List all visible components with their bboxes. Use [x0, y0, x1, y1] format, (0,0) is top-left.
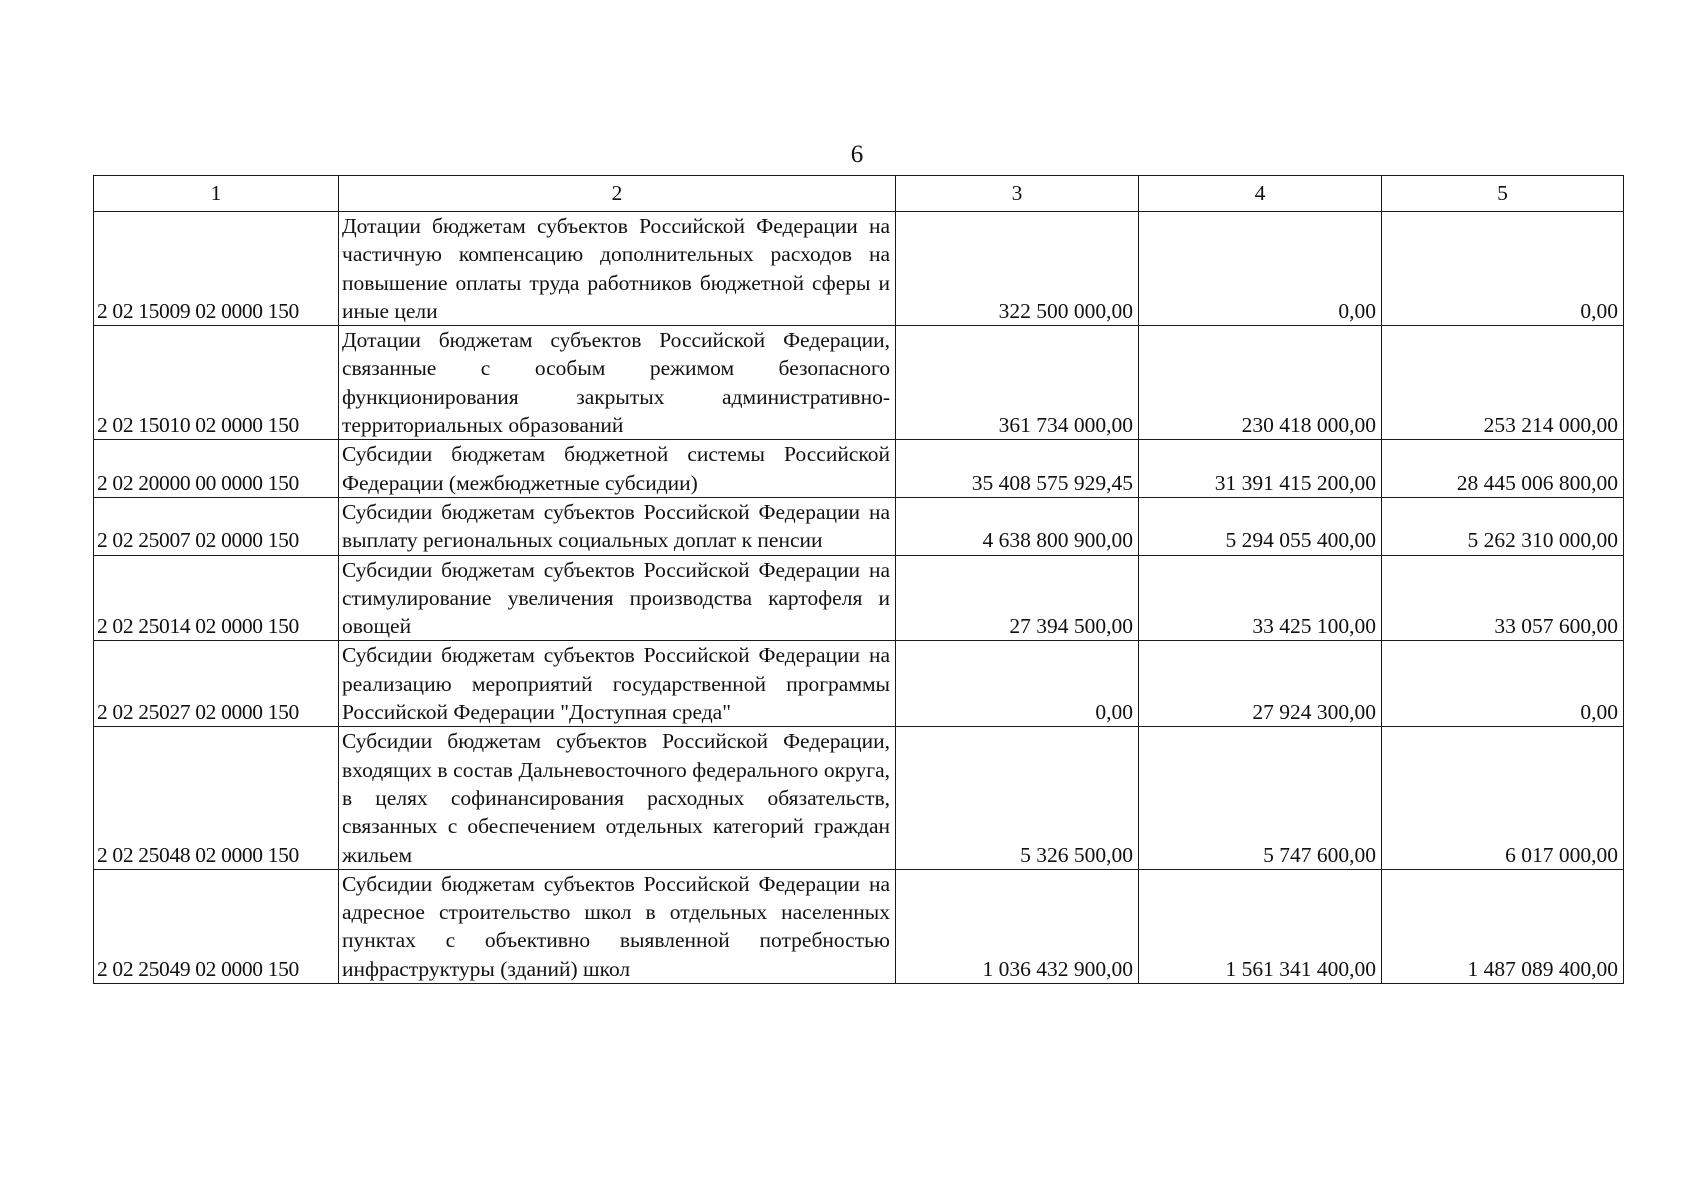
amount-col-3: 4 638 800 900,00: [896, 497, 1139, 555]
amount-col-5: 28 445 006 800,00: [1382, 440, 1624, 498]
budget-code: 2 02 15009 02 0000 150: [94, 212, 339, 326]
header-cell-3: 3: [896, 176, 1139, 212]
table-row: [94, 641, 1624, 727]
amount-col-4: 27 924 300,00: [1139, 641, 1382, 727]
amount-col-5: 0,00: [1382, 641, 1624, 727]
table-row: [94, 440, 1624, 498]
amount-col-4: 1 561 341 400,00: [1139, 869, 1382, 983]
budget-code: 2 02 25048 02 0000 150: [94, 727, 339, 869]
row-description: Дотации бюджетам субъектов Российской Федерации на частичную компенсацию дополнительных расходов на повышение оплаты труда работников бюджетной сферы и иные цели: [339, 212, 896, 326]
amount-col-3: 35 408 575 929,45: [896, 440, 1139, 498]
table-body: [94, 212, 1624, 984]
amount-col-3: 1 036 432 900,00: [896, 869, 1139, 983]
table-header: [94, 176, 1624, 212]
amount-col-3: 322 500 000,00: [896, 212, 1139, 326]
row-description: Субсидии бюджетам субъектов Российской Федерации на реализацию мероприятий государственной программы Российской Федерации "Доступная среда": [339, 641, 896, 727]
amount-col-3: 5 326 500,00: [896, 727, 1139, 869]
table-row: [94, 212, 1624, 326]
amount-col-4: 31 391 415 200,00: [1139, 440, 1382, 498]
row-description: Субсидии бюджетам субъектов Российской Федерации, входящих в состав Дальневосточного федерального округа, в целях софинансирования расходных обязательств, связанных с обеспечением отдельных категорий граждан жильем: [339, 727, 896, 869]
budget-code: 2 02 25027 02 0000 150: [94, 641, 339, 727]
amount-col-3: 361 734 000,00: [896, 326, 1139, 440]
row-description: Субсидии бюджетам бюджетной системы Российской Федерации (межбюджетные субсидии): [339, 440, 896, 498]
amount-col-3: 0,00: [896, 641, 1139, 727]
amount-col-4: 33 425 100,00: [1139, 555, 1382, 641]
amount-col-3: 27 394 500,00: [896, 555, 1139, 641]
budget-code: 2 02 25049 02 0000 150: [94, 869, 339, 983]
table-row: [94, 497, 1624, 555]
row-description: Субсидии бюджетам субъектов Российской Федерации на выплату региональных социальных доплат к пенсии: [339, 497, 896, 555]
amount-col-5: 253 214 000,00: [1382, 326, 1624, 440]
page-number: 6: [850, 141, 864, 168]
amount-col-5: 6 017 000,00: [1382, 727, 1624, 869]
amount-col-5: 1 487 089 400,00: [1382, 869, 1624, 983]
row-description: Субсидии бюджетам субъектов Российской Федерации на адресное строительство школ в отдельных населенных пунктах с объективно выявленной потребностью инфраструктуры (зданий) школ: [339, 869, 896, 983]
budget-code: 2 02 25007 02 0000 150: [94, 497, 339, 555]
budget-revenue-table: [93, 175, 1624, 984]
header-cell-4: 4: [1139, 176, 1382, 212]
budget-code: 2 02 25014 02 0000 150: [94, 555, 339, 641]
row-description: Дотации бюджетам субъектов Российской Федерации, связанные с особым режимом безопасного функционирования закрытых административно-территориальных образований: [339, 326, 896, 440]
amount-col-4: 0,00: [1139, 212, 1382, 326]
amount-col-5: 0,00: [1382, 212, 1624, 326]
header-cell-5: 5: [1382, 176, 1624, 212]
amount-col-4: 230 418 000,00: [1139, 326, 1382, 440]
budget-code: 2 02 15010 02 0000 150: [94, 326, 339, 440]
budget-code: 2 02 20000 00 0000 150: [94, 440, 339, 498]
header-cell-1: 1: [94, 176, 339, 212]
table-row: [94, 555, 1624, 641]
table-row: [94, 727, 1624, 869]
row-description: Субсидии бюджетам субъектов Российской Федерации на стимулирование увеличения производства картофеля и овощей: [339, 555, 896, 641]
amount-col-5: 5 262 310 000,00: [1382, 497, 1624, 555]
amount-col-4: 5 294 055 400,00: [1139, 497, 1382, 555]
header-row: [94, 176, 1624, 212]
amount-col-5: 33 057 600,00: [1382, 555, 1624, 641]
amount-col-4: 5 747 600,00: [1139, 727, 1382, 869]
table-row: [94, 869, 1624, 983]
table-row: [94, 326, 1624, 440]
header-cell-2: 2: [339, 176, 896, 212]
